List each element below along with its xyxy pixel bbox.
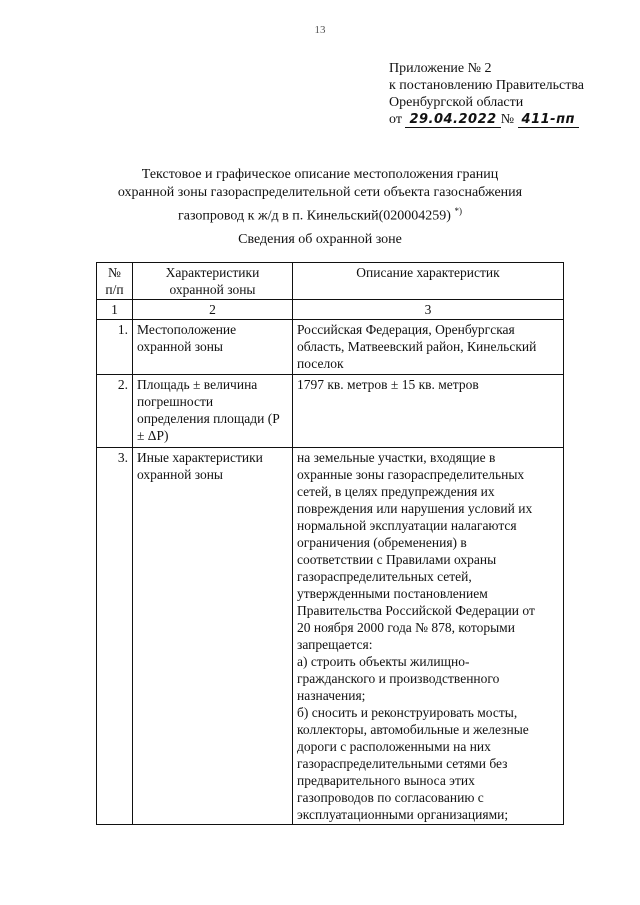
row-characteristic: Площадь ± величина погрешности определения площади (Р ± ΔР) [133, 375, 293, 448]
section-subtitle: Сведения об охранной зоне [238, 232, 402, 247]
table-row [97, 320, 564, 375]
description-line: б) сносить и реконструировать мосты, [297, 705, 518, 720]
title-line-1: Текстовое и графическое описание местоположения границ [141, 167, 499, 182]
description-line: сетей, в целях предупреждения их [297, 484, 495, 499]
description-line: газопроводов по согласованию с [297, 790, 484, 805]
description-line: охранные зоны газораспределительных [297, 467, 525, 482]
description-line: предварительного выноса этих [297, 773, 475, 788]
index-cell-1: 1 [97, 300, 133, 320]
description-line: дороги с расположенными на них [297, 739, 491, 754]
description-line: коллекторы, автомобильные и железные [297, 722, 529, 737]
title-line-3: газопровод к ж/д в п. Кинельский(020004259) [178, 208, 451, 224]
description-line: нормальной эксплуатации налагаются [297, 518, 517, 533]
row-description-multiline [293, 448, 564, 825]
table-row [97, 375, 564, 448]
table-index-row [97, 300, 564, 320]
row-num: 1. [97, 320, 133, 375]
description-line: Правительства Российской Федерации от [297, 603, 535, 618]
description-line: 20 ноября 2000 года № 878, которыми [297, 620, 515, 635]
description-line: утвержденными постановлением [297, 586, 488, 601]
footnote-mark: *) [454, 206, 462, 216]
index-cell-2: 2 [133, 300, 293, 320]
title-line-3-wrap [0, 202, 640, 226]
date-prefix: от [389, 112, 402, 127]
appendix-line-2: к постановлению Правительства [389, 78, 585, 93]
description-line: эксплуатационными организациями; [297, 807, 509, 822]
description-line: газораспределительными сетями без [297, 756, 508, 771]
header-num: № п/п [97, 263, 133, 300]
description-line: запрещается: [297, 637, 373, 652]
description-line: а) строить объекты жилищно- [297, 654, 470, 669]
description-line: соответствии с Правилами охраны [297, 552, 497, 567]
row-num: 2. [97, 375, 133, 448]
row-description: 1797 кв. метров ± 15 кв. метров [293, 375, 564, 448]
number-sign: № [500, 112, 515, 127]
row-characteristic: Местоположение охранной зоны [133, 320, 293, 375]
index-cell-3: 3 [293, 300, 564, 320]
table-header-row [97, 263, 564, 300]
description-line: повреждения или нарушения условий их [297, 501, 533, 516]
description-line: газораспределительных сетей, [297, 569, 472, 584]
description-line: гражданского и производственного [297, 671, 500, 686]
document-title [0, 166, 640, 226]
title-line-2: охранной зоны газораспределительной сети объекта газоснабжения [117, 185, 523, 200]
row-num: 3. [97, 448, 133, 825]
appendix-date-line [389, 111, 584, 128]
page-number: 13 [314, 24, 326, 36]
description-line: назначения; [297, 688, 366, 703]
header-description: Описание характеристик [293, 263, 564, 300]
description-lines [297, 449, 559, 823]
appendix-line-1: Приложение № 2 [389, 61, 492, 76]
description-line: ограничения (обременения) в [297, 535, 467, 550]
table-row [97, 448, 564, 825]
number-value: 411-пп [518, 112, 580, 128]
row-characteristic: Иные характеристики охранной зоны [133, 448, 293, 825]
row-description: Российская Федерация, Оренбургская область, Матвеевский район, Кинельский поселок [293, 320, 564, 375]
description-line: на земельные участки, входящие в [297, 450, 496, 465]
header-characteristic: Характеристики охранной зоны [133, 263, 293, 300]
date-value: 29.04.2022 [405, 112, 500, 128]
appendix-block [389, 60, 584, 128]
appendix-line-3: Оренбургской области [389, 95, 524, 110]
zone-table [96, 262, 564, 825]
